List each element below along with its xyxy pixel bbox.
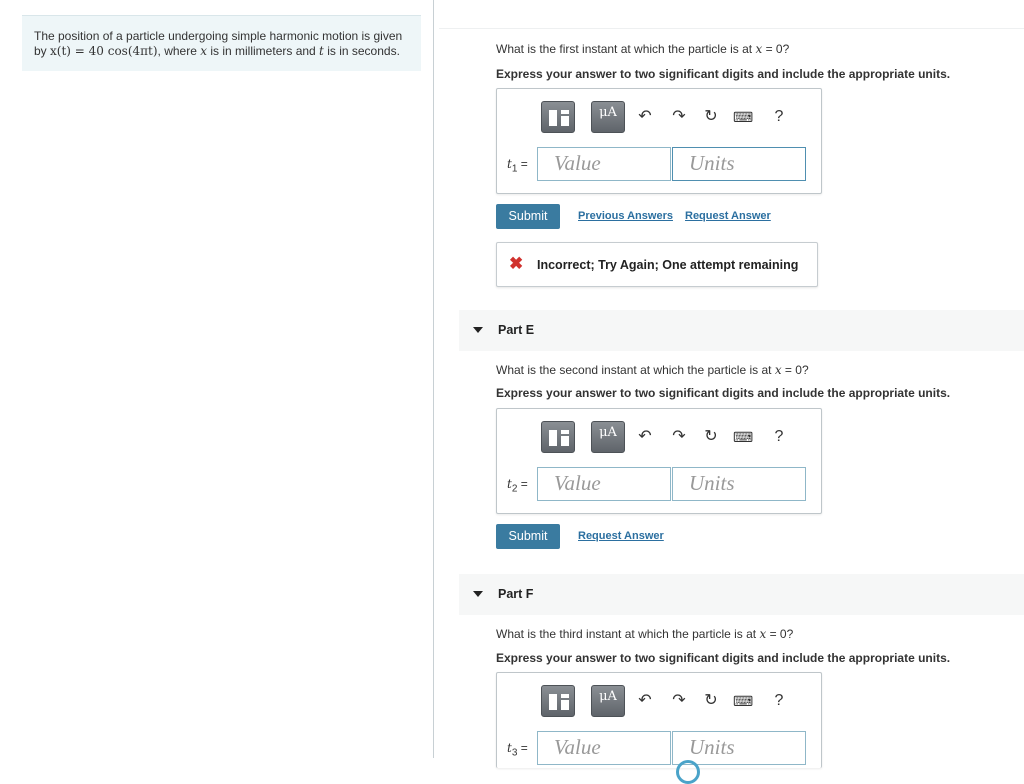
reset-icon[interactable]: ↻ [704, 108, 718, 125]
part-e-label-eq: = [517, 477, 528, 491]
units-button[interactable]: μA [591, 685, 625, 717]
units-button[interactable]: μA [591, 101, 625, 133]
panel-divider [433, 0, 434, 758]
keyboard-icon[interactable]: ⌨ [733, 429, 754, 445]
part-f-question [496, 627, 793, 641]
keyboard-icon[interactable]: ⌨ [733, 109, 754, 125]
template-icon [549, 430, 557, 446]
problem-text-suffix2: is in seconds. [323, 44, 400, 58]
part-d-label-var: t [507, 157, 512, 171]
problem-var-x: x [200, 44, 208, 58]
undo-icon[interactable]: ↶ [638, 692, 652, 709]
part-f-label-eq: = [517, 741, 528, 755]
part-f-title: Part F [498, 587, 534, 601]
part-d-request-answer-link[interactable]: Request Answer [685, 210, 771, 222]
undo-icon[interactable]: ↶ [638, 428, 652, 445]
keyboard-icon[interactable]: ⌨ [733, 693, 754, 709]
part-e-label-var: t [507, 477, 512, 491]
part-e-submit-button[interactable]: Submit [496, 524, 560, 549]
problem-var-t: t [319, 44, 324, 58]
redo-icon[interactable]: ↷ [672, 692, 686, 709]
problem-function: x(t) = 40 cos(4πt) [50, 44, 158, 58]
top-rule [439, 28, 1024, 29]
part-f-label-sub: 3 [511, 747, 518, 759]
part-f-value-input[interactable]: Value [537, 731, 671, 765]
part-f-units-input[interactable]: Units [672, 731, 806, 765]
part-e-label-sub: 2 [511, 483, 518, 495]
part-f-toolbar [541, 685, 801, 717]
part-f-label-var: t [507, 741, 512, 755]
templates-button[interactable] [541, 685, 575, 717]
part-d-question-end: = 0? [762, 42, 790, 56]
part-d-question-text: What is the first instant at which the particle is at [496, 42, 756, 56]
part-d-question [496, 42, 789, 56]
part-d-previous-answers-link[interactable]: Previous Answers [578, 210, 673, 222]
part-e-request-answer-link[interactable]: Request Answer [578, 530, 664, 542]
units-button[interactable]: μA [591, 421, 625, 453]
reset-icon[interactable]: ↻ [704, 692, 718, 709]
part-e-units-input[interactable]: Units [672, 467, 806, 501]
problem-text-mid: is in millimeters and [207, 44, 320, 58]
part-d-answer-box [496, 88, 822, 194]
part-e-header[interactable] [459, 310, 1024, 351]
part-e-question-text: What is the second instant at which the particle is at [496, 363, 775, 377]
part-d-question-var: x [755, 42, 763, 56]
problem-statement [22, 15, 421, 71]
part-e-value-input[interactable]: Value [537, 467, 671, 501]
part-f-question-var: x [759, 627, 767, 641]
part-f-answer-label [507, 741, 528, 758]
redo-icon[interactable]: ↷ [672, 428, 686, 445]
collapse-triangle-icon[interactable] [473, 327, 483, 333]
help-icon[interactable]: ? [774, 692, 784, 709]
templates-button[interactable] [541, 101, 575, 133]
part-f-question-text: What is the third instant at which the particle is at [496, 627, 760, 641]
part-d-feedback-text: Incorrect; Try Again; One attempt remaining [537, 258, 799, 272]
undo-icon[interactable]: ↶ [638, 108, 652, 125]
template-icon [549, 110, 557, 126]
part-d-feedback [496, 242, 818, 287]
part-d-instruction: Express your answer to two significant digits and include the appropriate units. [496, 67, 951, 81]
part-d-label-eq: = [517, 157, 528, 171]
part-d-answer-label [507, 157, 528, 174]
help-bubble-icon[interactable] [676, 760, 700, 784]
part-f-instruction: Express your answer to two significant digits and include the appropriate units. [496, 651, 951, 665]
part-e-question-end: = 0? [781, 363, 809, 377]
part-f-header[interactable] [459, 574, 1024, 615]
problem-text-prefix: The position of a particle undergoing simple harmonic motion is given by [34, 29, 403, 58]
problem-text-suffix1: , where [157, 44, 201, 58]
template-icon [549, 694, 557, 710]
part-d-toolbar [541, 101, 801, 133]
redo-icon[interactable]: ↷ [672, 108, 686, 125]
part-d-value-input[interactable]: Value [537, 147, 671, 181]
templates-button[interactable] [541, 421, 575, 453]
part-d-label-sub: 1 [511, 163, 518, 175]
part-e-title: Part E [498, 323, 535, 337]
reset-icon[interactable]: ↻ [704, 428, 718, 445]
part-e-toolbar [541, 421, 801, 453]
part-f-answer-box [496, 672, 822, 768]
help-icon[interactable]: ? [774, 428, 784, 445]
part-e-answer-box [496, 408, 822, 514]
part-e-instruction: Express your answer to two significant digits and include the appropriate units. [496, 386, 951, 400]
part-e-question [496, 363, 809, 377]
part-d-submit-button[interactable]: Submit [496, 204, 560, 229]
error-x-icon: ✖ [509, 254, 524, 273]
part-e-answer-label [507, 477, 528, 494]
help-icon[interactable]: ? [774, 108, 784, 125]
part-f-question-end: = 0? [766, 627, 794, 641]
part-d-units-input[interactable]: Units [672, 147, 806, 181]
part-e-question-var: x [774, 363, 782, 377]
collapse-triangle-icon[interactable] [473, 591, 483, 597]
